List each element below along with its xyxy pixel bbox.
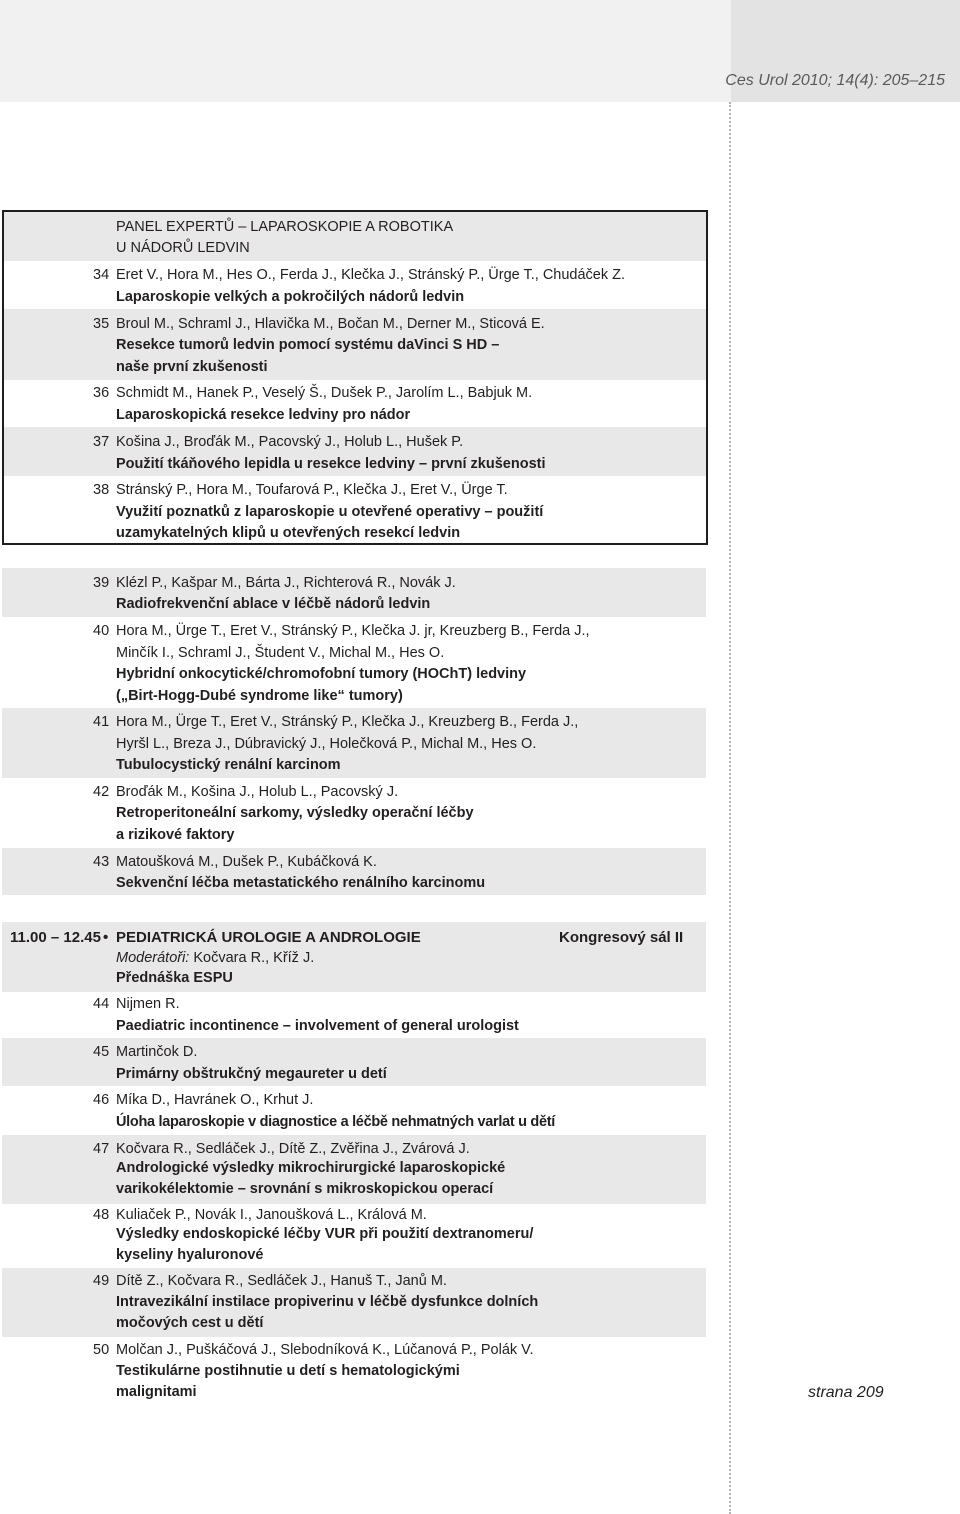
entry-authors: Eret V., Hora M., Hes O., Ferda J., Klečka J., Stránský P., Ürge T., Chudáček Z.	[116, 267, 626, 283]
entry-title: Hybridní onkocytické/chromofobní tumory (HOChT) ledviny	[116, 666, 527, 682]
entry-title: uzamykatelných klipů u otevřených resekcí ledvin	[116, 525, 461, 541]
entry-title: Laparoskopie velkých a pokročilých nádorů ledvin	[116, 289, 465, 305]
entry-authors: Kuliaček P., Novák I., Janoušková L., Králová M.	[116, 1207, 427, 1223]
entry-title: Tubulocystický renální karcinom	[116, 757, 341, 773]
entry-number: 39	[93, 575, 110, 591]
entry-authors: Broďák M., Košina J., Holub L., Pacovský J.	[116, 784, 399, 800]
entry-authors: Matoušková M., Dušek P., Kubáčková K.	[116, 854, 377, 870]
moderators-names: Kočvara R., Kříž J.	[189, 950, 315, 966]
entry-authors: Klézl P., Kašpar M., Bárta J., Richterová R., Novák J.	[116, 575, 456, 591]
entry-number: 37	[93, 434, 110, 450]
entry-number: 40	[93, 623, 110, 639]
entry-authors: Nijmen R.	[116, 996, 180, 1012]
entry-authors: Stránský P., Hora M., Toufarová P., Klečka J., Eret V., Ürge T.	[116, 482, 508, 498]
entry-title: kyseliny hyaluronové	[116, 1247, 264, 1263]
entry-number: 36	[93, 385, 110, 401]
entry-authors: Košina J., Broďák M., Pacovský J., Holub L., Hušek P.	[116, 434, 464, 450]
entry-title: Testikulárne postihnutie u detí s hematologickými	[116, 1363, 460, 1379]
entry-title: varikokélektomie – srovnání s mikroskopickou operací	[116, 1181, 494, 1197]
entry-authors: Míka D., Havránek O., Krhut J.	[116, 1092, 314, 1108]
entry-authors: Minčík I., Schraml J., Študent V., Michal M., Hes O.	[116, 645, 445, 661]
panel-title-line2: U NÁDORŮ LEDVIN	[116, 240, 250, 256]
dotted-column-rule	[729, 102, 731, 1514]
entry-title: Radiofrekvenční ablace v léčbě nádorů ledvin	[116, 596, 431, 612]
entry-number: 42	[93, 784, 110, 800]
entry-title: Retroperitoneální sarkomy, výsledky operační léčby	[116, 805, 474, 821]
entry-title: Intravezikální instilace propiverinu v léčbě dysfunkce dolních	[116, 1294, 539, 1310]
entry-title: Úloha laparoskopie v diagnostice a léčbě nehmatných varlat u dětí	[116, 1114, 555, 1130]
session-time: 11.00 – 12.45	[10, 929, 101, 946]
entry-number: 35	[93, 316, 110, 332]
entry-number: 49	[93, 1273, 110, 1289]
session-lecture: Přednáška ESPU	[116, 970, 233, 986]
entry-title: Paediatric incontinence – involvement of general urologist	[116, 1018, 519, 1034]
entry-number: 34	[93, 267, 110, 283]
entry-number: 47	[93, 1141, 110, 1157]
entry-title: Resekce tumorů ledvin pomocí systému daVinci S HD –	[116, 337, 500, 353]
entry-title: Andrologické výsledky mikrochirurgické laparoskopické	[116, 1160, 506, 1176]
session-hall: Kongresový sál II	[559, 929, 684, 946]
entry-title: Primárny obštrukčný megaureter u detí	[116, 1066, 387, 1082]
entry-authors: Molčan J., Puškáčová J., Slebodníková K., Lúčanová P., Polák V.	[116, 1342, 534, 1358]
entry-number: 45	[93, 1044, 110, 1060]
bullet-icon: •	[103, 929, 109, 946]
entry-number: 46	[93, 1092, 110, 1108]
entry-authors: Kočvara R., Sedláček J., Dítě Z., Zvěřina J., Zvárová J.	[116, 1141, 470, 1157]
entry-title: Sekvenční léčba metastatického renálního karcinomu	[116, 875, 486, 891]
panel-title-line1: PANEL EXPERTŮ – LAPAROSKOPIE A ROBOTIKA	[116, 219, 454, 235]
entry-number: 38	[93, 482, 110, 498]
entry-number: 43	[93, 854, 110, 870]
entry-number: 48	[93, 1207, 110, 1223]
entry-number: 50	[93, 1342, 110, 1358]
entry-title: Výsledky endoskopické léčby VUR při použití dextranomeru/	[116, 1226, 534, 1242]
entry-authors: Hyršl L., Breza J., Dúbravický J., Holečková P., Michal M., Hes O.	[116, 736, 537, 752]
entry-title: („Birt-Hogg-Dubé syndrome like“ tumory)	[116, 688, 403, 704]
entry-title: Použití tkáňového lepidla u resekce ledviny – první zkušenosti	[116, 456, 546, 472]
entry-authors: Broul M., Schraml J., Hlavička M., Bočan M., Derner M., Sticová E.	[116, 316, 545, 332]
moderators-label: Moderátoři:	[116, 950, 190, 966]
entry-title: a rizikové faktory	[116, 827, 235, 843]
entry-title: malignitami	[116, 1384, 197, 1400]
session-title: PEDIATRICKÁ UROLOGIE A ANDROLOGIE	[116, 929, 421, 946]
session-moderators	[116, 948, 314, 968]
entry-title: Laparoskopická resekce ledviny pro nádor	[116, 407, 411, 423]
entry-number: 44	[93, 996, 110, 1012]
page-number: strana 209	[808, 1384, 884, 1401]
journal-reference: Ces Urol 2010; 14(4): 205–215	[725, 72, 945, 89]
entry-title: naše první zkušenosti	[116, 359, 268, 375]
entry-authors: Martinčok D.	[116, 1044, 198, 1060]
entry-authors: Hora M., Ürge T., Eret V., Stránský P., Klečka J., Kreuzberg B., Ferda J.,	[116, 714, 579, 730]
entry-number: 41	[93, 714, 110, 730]
entry-authors: Hora M., Ürge T., Eret V., Stránský P., Klečka J. jr, Kreuzberg B., Ferda J.,	[116, 623, 590, 639]
entry-title: Využití poznatků z laparoskopie u otevřené operativy – použití	[116, 504, 544, 520]
entry-authors: Schmidt M., Hanek P., Veselý Š., Dušek P., Jarolím L., Babjuk M.	[116, 385, 533, 401]
entry-authors: Dítě Z., Kočvara R., Sedláček J., Hanuš T., Janů M.	[116, 1273, 447, 1289]
entry-title: močových cest u dětí	[116, 1315, 264, 1331]
